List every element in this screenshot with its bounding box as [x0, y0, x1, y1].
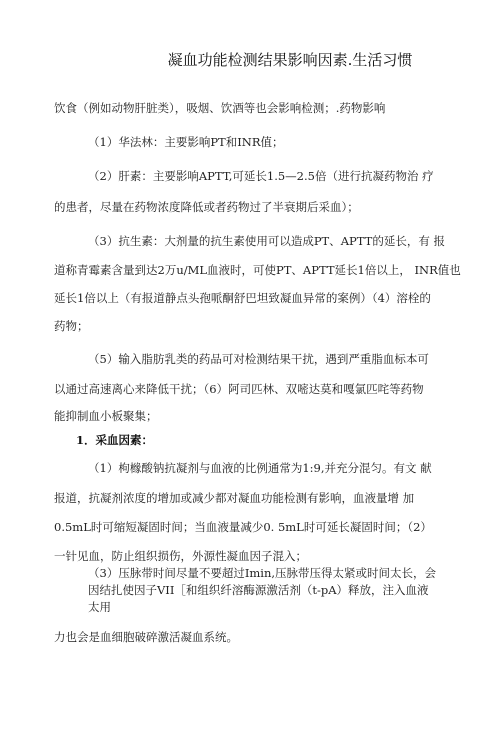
- text-line: 因结扎使因子VII［和组织纤溶酶源激活剂（t-pA）释放，注入血液: [88, 583, 429, 597]
- section-heading: 1．采血因素：: [76, 433, 154, 447]
- text-line: （3）抗生素：大剂量的抗生素使用可以造成PT、APTT的延长，有 报: [88, 234, 445, 248]
- text-line: 0.5mL时可缩短凝固时间；当血液量减少0. 5mL时可延长凝固时间；（2）: [54, 520, 432, 534]
- document-title: 凝血功能检测结果影响因素.生活习惯: [167, 51, 413, 69]
- text-line: 太用: [88, 600, 111, 614]
- text-line: 饮食（例如动物肝脏类），吸烟、饮酒等也会影响检测；.药物影响: [54, 101, 386, 115]
- text-line: （2）肝素：主要影响APTT,可延长1.5—2.5倍（进行抗凝药物治 疗: [88, 169, 434, 183]
- text-line: （3）压脉带时间尽量不要超过Imin,压脉带压得太紧或时间太长，会: [88, 566, 437, 580]
- text-line: 能抑制血小板聚集；: [54, 409, 158, 423]
- text-line: （1）枸橼酸钠抗凝剂与血液的比例通常为1:9,并充分混匀。有文 献: [88, 461, 432, 475]
- text-line: （5）输入脂肪乳类的药品可对检测结果干扰，遇到严重脂血标本可: [88, 352, 429, 366]
- text-line: 一针见血，防止组织损伤，外源性凝血因子混入；: [54, 549, 307, 563]
- text-line: 道称青霉素含量到达2万u/ML血液时，可使PT、APTT延长1倍以上， INR值也: [54, 263, 461, 277]
- text-line: 以通过高速离心来降低干扰；（6）阿司匹林、双嘧达莫和嘎氯匹咤等药物: [54, 382, 424, 396]
- text-line: 药物；: [54, 319, 89, 333]
- text-line: 的患者，尽量在药物浓度降低或者药物过了半衰期后采血）；: [54, 200, 359, 214]
- text-line: 延长1倍以上（有报道静点头孢哌酮舒巴坦致凝血异常的案例）（4）溶栓的: [54, 291, 431, 305]
- text-line: 报道，抗凝剂浓度的增加或减少都对凝血功能检测有影响，血液量增 加: [54, 491, 415, 505]
- text-line: 力也会是血细胞破碎激活凝血系统。: [54, 630, 238, 644]
- text-line: （1）华法林：主要影响PT和INR值；: [88, 135, 284, 149]
